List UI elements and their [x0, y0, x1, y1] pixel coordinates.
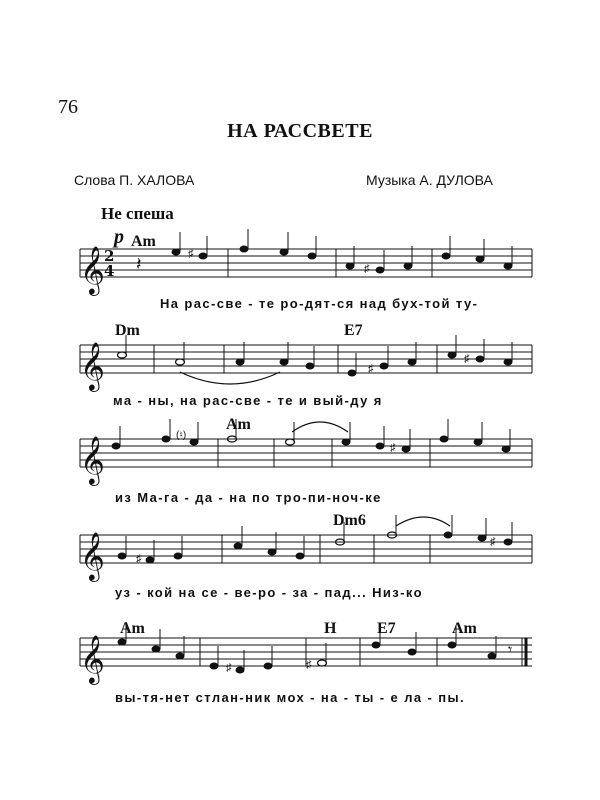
- chord-symbol: Am: [131, 233, 156, 250]
- svg-text:♯: ♯: [464, 353, 470, 365]
- treble-clef-icon: 𝄞: [80, 435, 105, 484]
- svg-text:♯: ♯: [368, 363, 374, 375]
- time-signature-top: 2: [104, 247, 115, 265]
- svg-text:♯: ♯: [226, 662, 232, 674]
- svg-text:♯: ♯: [364, 263, 370, 275]
- treble-clef-icon: 𝄞: [80, 245, 105, 294]
- notes-system-1: [172, 229, 512, 275]
- lyrics-line: На рас-све - те ро-дят-ся над бух-той ту-: [160, 296, 479, 311]
- song-title: НА РАССВЕТЕ: [227, 120, 373, 142]
- tempo-marking: Не спеша: [101, 204, 174, 223]
- lyrics-line: ма - ны, на рас-све - те и вый-ду я: [113, 393, 383, 408]
- chord-symbol: Dm6: [333, 512, 366, 529]
- staff-system-1: [80, 249, 532, 277]
- svg-text:♯: ♯: [188, 248, 194, 260]
- svg-text:♯: ♯: [136, 553, 142, 565]
- chord-symbol: Dm: [115, 322, 140, 339]
- chord-symbol: Am: [226, 416, 251, 433]
- lyricist-credit: Слова П. ХАЛОВА: [74, 172, 195, 188]
- chord-symbol: E7: [344, 322, 363, 339]
- notes-system-4: [118, 515, 512, 565]
- composer-credit: Музыка А. ДУЛОВА: [366, 172, 493, 188]
- svg-text:♯: ♯: [390, 442, 396, 454]
- staff-system-3: [80, 439, 532, 467]
- svg-text:♯: ♯: [490, 536, 496, 548]
- lyrics-line: из Ма-га - да - на по тро-пи-ноч-ке: [115, 490, 382, 505]
- lyrics-line: уз - кой на се - ве-ро - за - пад... Низ-ко: [115, 585, 423, 600]
- lyrics-line: вы-тя-нет стлан-ник мох - на - ты - е ла - пы.: [115, 690, 465, 705]
- svg-text:(♮): (♮): [176, 430, 187, 441]
- chord-symbol: Am: [120, 620, 145, 637]
- notes-system-3: [112, 419, 510, 454]
- chord-symbol: H: [324, 620, 337, 637]
- dynamic-marking: p: [114, 226, 124, 248]
- quarter-rest-icon: 𝄽: [136, 254, 142, 275]
- eighth-rest-icon: 𝄾: [508, 640, 513, 659]
- page-number: 76: [58, 96, 78, 118]
- chord-symbol: E7: [377, 620, 396, 637]
- svg-text:♯: ♯: [306, 659, 312, 671]
- treble-clef-icon: 𝄞: [80, 341, 105, 390]
- time-signature-bottom: 4: [104, 262, 115, 280]
- treble-clef-icon: 𝄞: [80, 634, 105, 683]
- chord-symbol: Am: [452, 620, 477, 637]
- treble-clef-icon: 𝄞: [80, 531, 105, 580]
